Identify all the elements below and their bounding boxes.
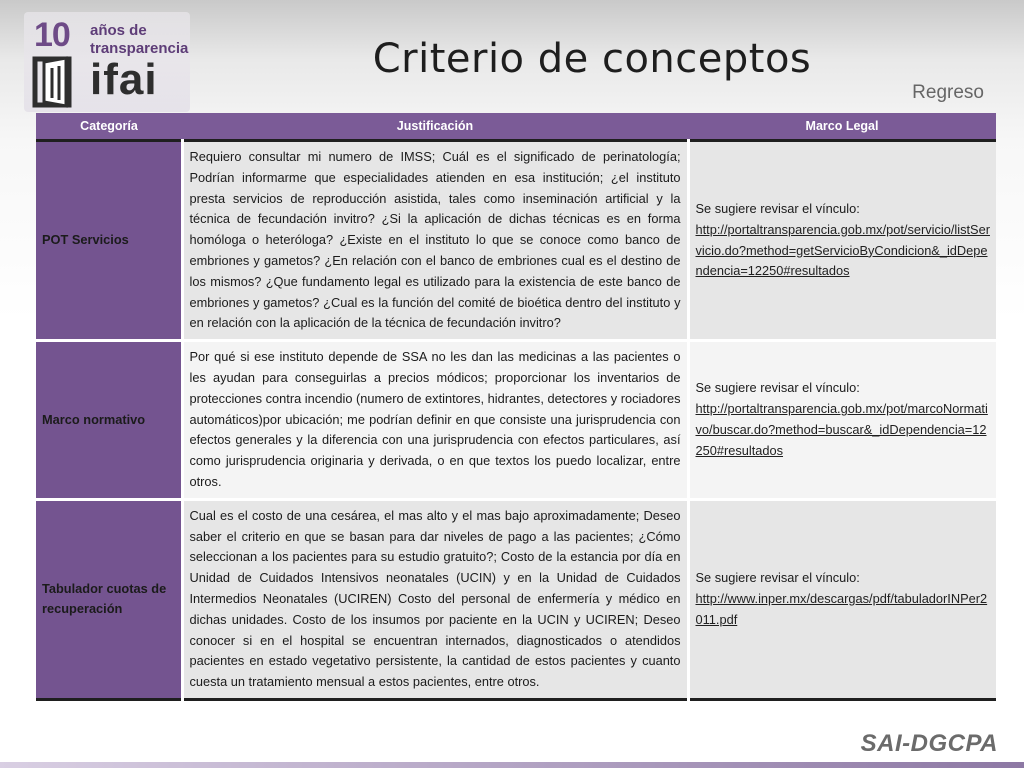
legal-link[interactable]: http://portaltransparencia.gob.mx/pot/servicio/listServicio.do?method=getServicioByCondicion&_idDependencia=12250#resultados <box>695 221 990 279</box>
category-cell: Marco normativo <box>36 341 182 500</box>
criteria-table <box>36 113 996 701</box>
justification-cell: Cual es el costo de una cesárea, el mas alto y el mas bajo aproximadamente; Deseo saber el criterio en que se basan para dar niveles de pago a las pacientes; ¿Cómo seleccionan a los pacientes para su estudio gratuito?; Costo de la estancia por día en Unidad de Cuidados Intensivos neonatales (UCIN) y en la Unidad de Cuidados Intermedios Neonatales (UCIREN) Costo del personal de enfermería y médico en dichas unidades. Costo de los insumos por paciente en la UCIN y UCIREN; Deseo conocer si en el hospital se encuentran internados, diagnosticados o atendidos pacientes en estado vegetativo persistente, la cantidad de estos pacientes y cuanto cuesta un tratamiento mensual a estos pacientes, entre otros. <box>182 499 688 699</box>
page-title: Criterio de conceptos <box>372 36 812 82</box>
justification-cell: Por qué si ese instituto depende de SSA no les dan las medicinas a las pacientes o les ayudan para conseguirlas a precios módicos; proporcionar los inventarios de protecciones contra incendio (numero de extintores, hidrantes, detectores y rociadores automáticos)por ubicación; me podrían definir en que consiste una jurisprudencia con efectos generales y la diferencia con una jurisprudencia con efectos particulares, así como jurisprudencia originaria y derivada, o en que textos los puedo localizar, entre otros. <box>182 341 688 500</box>
table-row <box>36 499 996 699</box>
column-header-legal: Marco Legal <box>688 113 996 141</box>
logo-number: 10 <box>34 16 70 54</box>
legal-cell <box>688 499 996 699</box>
table-header-row <box>36 113 996 141</box>
footer-bar <box>0 762 1024 768</box>
logo-tagline-2: transparencia <box>90 40 189 57</box>
logo-tagline-1: años de <box>90 22 147 39</box>
legal-link[interactable]: http://portaltransparencia.gob.mx/pot/marcoNormativo/buscar.do?method=buscar&_idDependencia=12250#resultados <box>695 401 988 458</box>
legal-cell <box>688 141 996 341</box>
column-header-justification: Justificación <box>182 113 688 141</box>
category-cell: Tabulador cuotas de recuperación <box>36 499 182 699</box>
table-row <box>36 141 996 341</box>
justification-cell: Requiero consultar mi numero de IMSS; Cuál es el significado de perinatología; Podrían informarme que especialidades atienden en esa institución; ¿el instituto presta servicios de reproducción asistida, tales como inseminación artificial y la técnica de fecundación invitro? ¿Si la aplicación de dichas técnicas es en forma homóloga o heteróloga? ¿Existe en el instituto lo que se conoce como banco de embriones y gametos? ¿En relación con el banco de embriones cual es el destino de los mismos? ¿Que fundamento legal es utilizado para la existencia de este banco de embriones y gametos? ¿Cual es la función del comité de bioética dentro del instituto y en relación con la aplicación de la técnica de fecundación invitro? <box>182 141 688 341</box>
logo-wordmark: ifai <box>90 55 158 104</box>
footer-brand-logo: SAI-DGCPA <box>860 730 998 757</box>
legal-link[interactable]: http://www.inper.mx/descargas/pdf/tabuladorINPer2011.pdf <box>695 590 988 627</box>
column-header-category: Categoría <box>36 113 182 141</box>
back-link[interactable]: Regreso <box>912 82 984 103</box>
table-row <box>36 341 996 500</box>
legal-intro: Se sugiere revisar el vínculo: <box>695 570 860 586</box>
category-cell: POT Servicios <box>36 141 182 341</box>
legal-intro: Se sugiere revisar el vínculo: <box>695 200 860 216</box>
legal-cell <box>688 341 996 500</box>
legal-intro: Se sugiere revisar el vínculo: <box>695 380 860 396</box>
